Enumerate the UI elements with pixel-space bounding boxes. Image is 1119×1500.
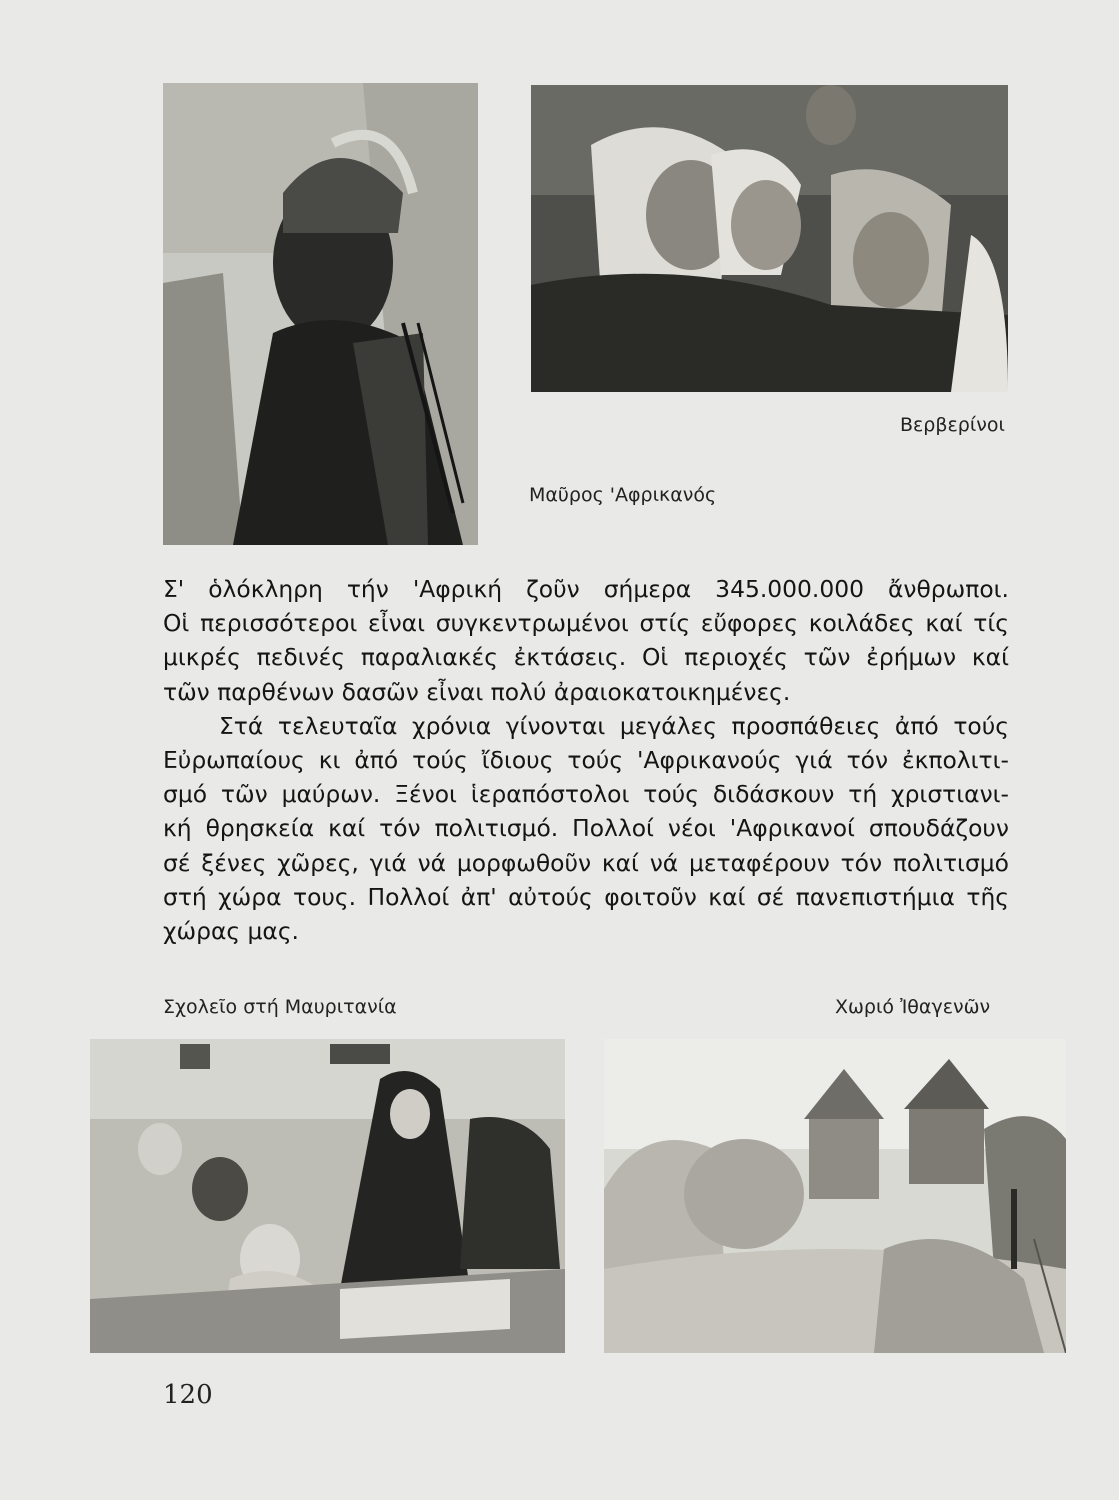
body-line: μικρές πεδινές παραλιακές ἐκτάσεις. Οἱ περιοχές τῶν ἐρήμων καί — [163, 643, 1009, 672]
caption-berbers: Βερβερίνοι — [900, 414, 1005, 436]
body-line: τῶν παρθένων δασῶν εἶναι πολύ ἀραιοκατοικημένες. — [163, 677, 791, 706]
photo-school-mauritania — [90, 1039, 565, 1353]
body-line: σμό τῶν μαύρων. Ξένοι ἱεραπόστολοι τούς διδάσκουν τή χριστιανι- — [163, 780, 1009, 809]
photo-african-man-image — [163, 83, 478, 545]
body-line: Στά τελευταῖα χρόνια γίνονται μεγάλες προσπάθειες ἀπό τούς — [219, 711, 1009, 740]
caption-school-mauritania: Σχολεῖο στή Μαυριτανία — [163, 996, 397, 1018]
body-line: Εὐρωπαίους κι ἀπό τούς ἴδιους τούς 'Αφρικανούς γιά τόν ἐκπολιτι- — [163, 745, 1009, 774]
body-line: σέ ξένες χῶρες, γιά νά μορφωθοῦν καί νά μεταφέρουν τόν πολιτισμό — [163, 848, 1009, 877]
photo-berbers — [531, 85, 1008, 392]
photo-school-image — [90, 1039, 565, 1353]
body-line: στή χώρα τους. Πολλοί ἀπ' αὐτούς φοιτοῦν καί σέ πανεπιστήμια τῆς — [163, 882, 1009, 911]
body-line: Οἱ περισσότεροι εἶναι συγκεντρωμένοι στίς εὔφορες κοιλάδες καί τίς — [163, 609, 1009, 638]
main-paragraphs — [163, 572, 1009, 948]
body-line: χώρας μας. — [163, 916, 299, 945]
caption-native-village: Χωριό Ἰθαγενῶν — [835, 996, 991, 1018]
page-number: 120 — [163, 1380, 213, 1410]
caption-african-man: Μαῦρος 'Αφρικανός — [529, 484, 717, 506]
body-line: κή θρησκεία καί τόν πολιτισμό. Πολλοί νέοι 'Αφρικανοί σπουδάζουν — [163, 814, 1009, 843]
photo-village-image — [604, 1039, 1066, 1353]
body-line: Σ' ὁλόκληρη τήν 'Αφρική ζοῦν σήμερα 345.000.000 ἄνθρωποι. — [163, 575, 1009, 603]
photo-native-village — [604, 1039, 1066, 1353]
photo-african-man — [163, 83, 478, 545]
photo-berbers-image — [531, 85, 1008, 392]
